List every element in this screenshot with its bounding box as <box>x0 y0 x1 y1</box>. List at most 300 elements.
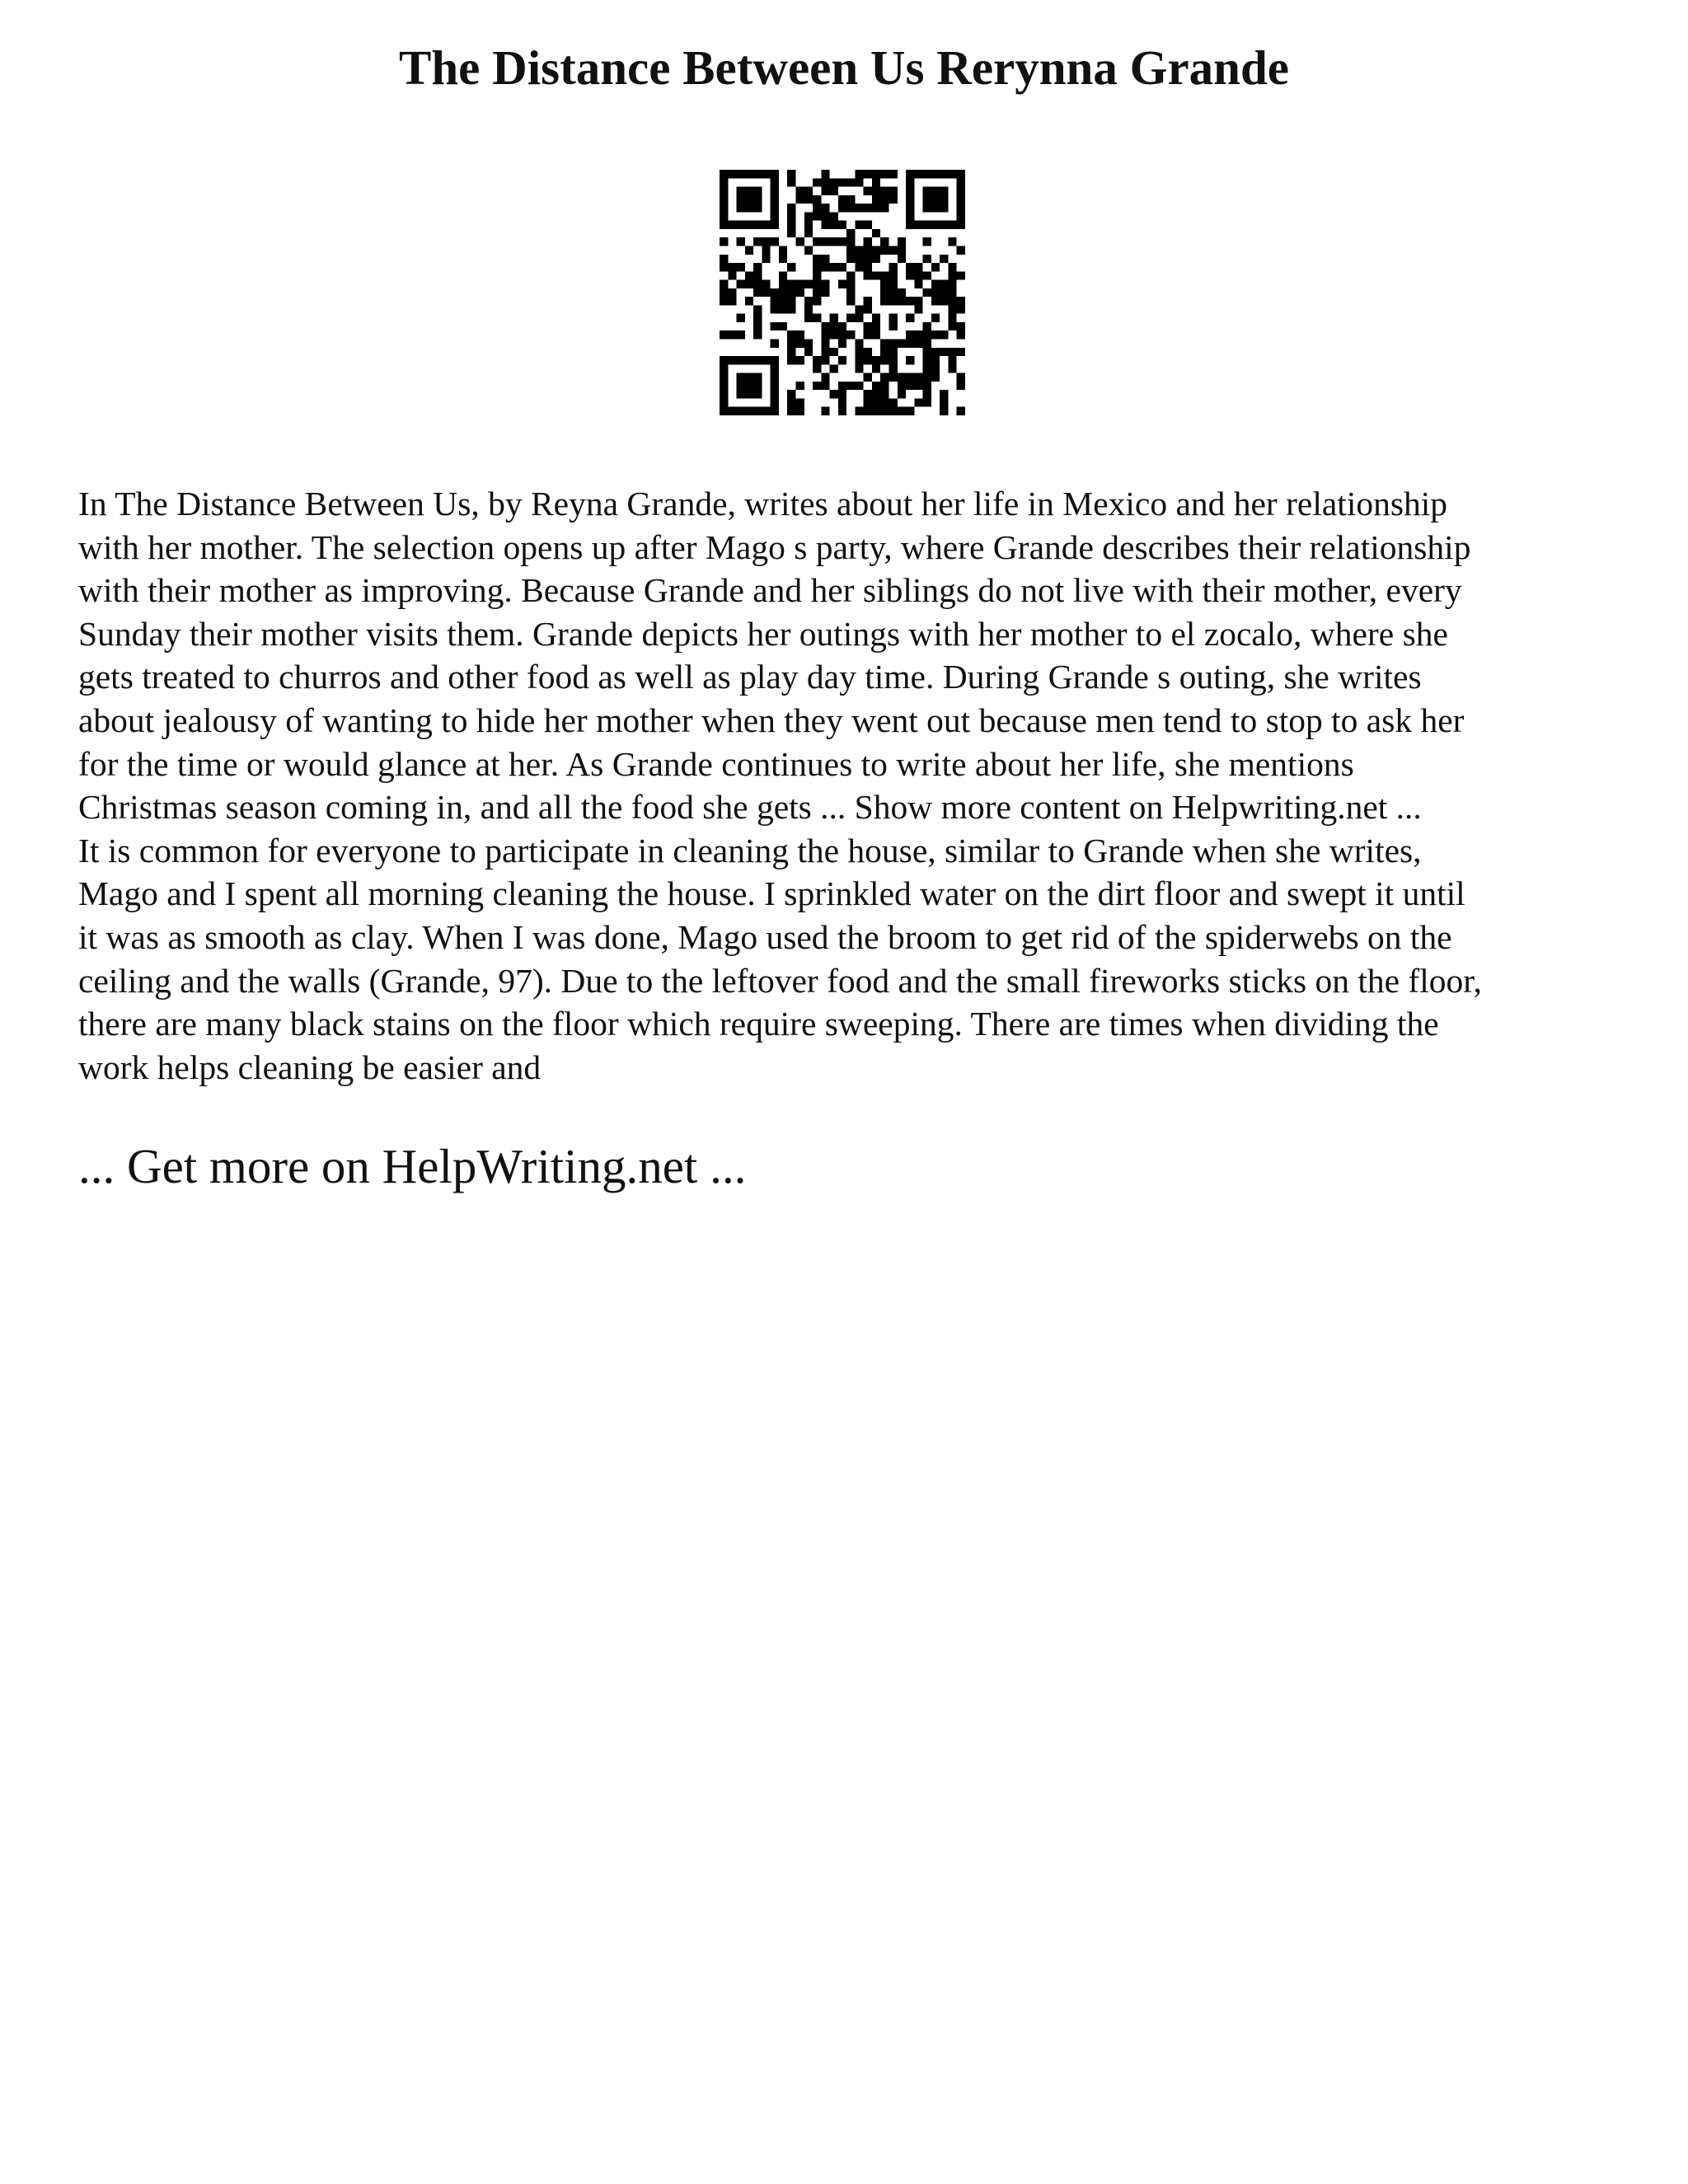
qr-module <box>931 348 940 356</box>
qr-module <box>779 297 787 305</box>
qr-module <box>898 373 906 382</box>
qr-module <box>923 255 931 263</box>
qr-module <box>821 348 829 356</box>
qr-module <box>957 195 965 204</box>
qr-module <box>753 314 762 322</box>
qr-module <box>846 288 855 297</box>
qr-module <box>813 356 821 364</box>
body-line: there are many black stains on the floor which require sweeping. There are times when dividing the <box>78 1005 1439 1043</box>
qr-module <box>940 398 948 406</box>
qr-module <box>872 229 880 237</box>
qr-module <box>948 280 956 288</box>
qr-module <box>787 330 795 339</box>
qr-module <box>787 340 795 348</box>
qr-module <box>804 221 813 229</box>
qr-module <box>771 398 779 406</box>
qr-module <box>855 178 863 186</box>
qr-module <box>720 204 728 212</box>
qr-module <box>838 280 846 288</box>
qr-module <box>838 330 846 339</box>
qr-module <box>830 348 838 356</box>
qr-code-icon[interactable] <box>720 170 965 415</box>
qr-module <box>728 297 736 305</box>
qr-module <box>762 280 770 288</box>
qr-module <box>931 288 940 297</box>
qr-module <box>923 398 931 406</box>
qr-module <box>872 407 880 415</box>
qr-module <box>957 330 965 339</box>
qr-module <box>940 195 948 204</box>
qr-module <box>889 348 898 356</box>
qr-module <box>795 237 804 246</box>
body-line: Christmas season coming in, and all the food she gets ... Show more content on Helpwriting.net ... <box>78 788 1422 827</box>
qr-module <box>753 373 762 382</box>
qr-module <box>957 204 965 212</box>
qr-module <box>737 382 745 390</box>
qr-module <box>906 297 914 305</box>
qr-module <box>889 407 898 415</box>
qr-module <box>855 305 863 313</box>
qr-module <box>771 340 779 348</box>
qr-module <box>737 237 745 246</box>
qr-module <box>898 297 906 305</box>
qr-module <box>745 170 753 178</box>
qr-module <box>864 170 872 178</box>
qr-module <box>889 364 898 373</box>
qr-module <box>906 170 914 178</box>
qr-module <box>931 204 940 212</box>
qr-module <box>855 170 863 178</box>
qr-module <box>914 280 922 288</box>
body-line: Sunday their mother visits them. Grande depicts her outings with her mother to el zocalo, where she <box>78 614 1448 653</box>
qr-module <box>720 288 728 297</box>
qr-module <box>787 348 795 356</box>
qr-module <box>753 195 762 204</box>
qr-module <box>948 221 956 229</box>
qr-module <box>906 356 914 364</box>
qr-module <box>864 271 872 279</box>
qr-module <box>821 330 829 339</box>
qr-module <box>898 288 906 297</box>
qr-module <box>880 340 889 348</box>
qr-module <box>914 330 922 339</box>
qr-module <box>813 237 821 246</box>
qr-module <box>864 246 872 254</box>
qr-module <box>872 246 880 254</box>
qr-module <box>846 237 855 246</box>
qr-module <box>745 187 753 195</box>
qr-module <box>720 382 728 390</box>
qr-module <box>762 407 770 415</box>
qr-module <box>957 178 965 186</box>
qr-module <box>813 280 821 288</box>
qr-module <box>830 237 838 246</box>
qr-module <box>838 178 846 186</box>
qr-module <box>923 373 931 382</box>
qr-module <box>940 390 948 398</box>
qr-module <box>940 280 948 288</box>
qr-module <box>838 382 846 390</box>
body-line: with her mother. The selection opens up after Mago s party, where Grande describes their relationship <box>78 527 1471 566</box>
qr-module <box>762 356 770 364</box>
qr-module <box>838 407 846 415</box>
qr-module <box>795 382 804 390</box>
qr-module <box>830 263 838 271</box>
qr-module <box>906 373 914 382</box>
qr-module <box>889 340 898 348</box>
qr-module <box>957 246 965 254</box>
qr-module <box>846 195 855 204</box>
qr-module <box>889 314 898 322</box>
qr-module <box>914 221 922 229</box>
qr-module <box>864 390 872 398</box>
qr-module <box>737 330 745 339</box>
qr-module <box>821 263 829 271</box>
qr-module <box>855 314 863 322</box>
qr-module <box>813 263 821 271</box>
qr-module <box>898 407 906 415</box>
qr-module <box>787 229 795 237</box>
qr-module <box>787 280 795 288</box>
qr-module <box>821 322 829 330</box>
qr-module <box>940 288 948 297</box>
qr-module <box>880 288 889 297</box>
qr-module <box>762 221 770 229</box>
qr-module <box>753 305 762 313</box>
qr-module <box>720 330 728 339</box>
qr-module <box>720 221 728 229</box>
qr-module <box>720 237 728 246</box>
qr-module <box>787 204 795 212</box>
qr-module <box>855 382 863 390</box>
qr-module <box>906 340 914 348</box>
qr-module <box>872 314 880 322</box>
qr-module <box>745 373 753 382</box>
qr-module <box>745 382 753 390</box>
qr-module <box>804 305 813 313</box>
qr-module <box>728 263 736 271</box>
qr-module <box>787 356 795 364</box>
qr-module <box>720 195 728 204</box>
qr-module <box>957 373 965 382</box>
qr-module <box>779 280 787 288</box>
body-line: about jealousy of wanting to hide her mother when they went out because men tend to stop to ask her <box>78 701 1465 739</box>
body-text <box>78 482 1628 1089</box>
qr-module <box>720 390 728 398</box>
qr-module <box>737 204 745 212</box>
body-line: it was as smooth as clay. When I was done, Mago used the broom to get rid of the spiderwebs on the <box>78 917 1452 956</box>
qr-module <box>821 255 829 263</box>
qr-module <box>914 297 922 305</box>
qr-module <box>795 398 804 406</box>
get-more-link[interactable]: ... Get more on HelpWriting.net ... <box>78 1139 747 1193</box>
qr-module <box>940 255 948 263</box>
qr-module <box>813 255 821 263</box>
qr-module <box>745 195 753 204</box>
qr-module <box>957 221 965 229</box>
qr-module <box>864 330 872 339</box>
qr-module <box>821 280 829 288</box>
qr-module <box>795 356 804 364</box>
qr-module <box>771 187 779 195</box>
qr-module <box>728 271 736 279</box>
qr-module <box>830 314 838 322</box>
qr-module <box>737 407 745 415</box>
qr-module <box>906 330 914 339</box>
qr-module <box>872 398 880 406</box>
qr-module <box>940 221 948 229</box>
qr-module <box>821 221 829 229</box>
qr-module <box>948 237 956 246</box>
qr-module <box>753 237 762 246</box>
qr-module <box>864 204 872 212</box>
qr-module <box>957 382 965 390</box>
qr-module <box>804 340 813 348</box>
qr-module <box>864 305 872 313</box>
qr-module <box>864 398 872 406</box>
qr-module <box>872 255 880 263</box>
qr-module <box>889 322 898 330</box>
qr-module <box>906 382 914 390</box>
qr-module <box>830 390 838 398</box>
qr-module <box>846 280 855 288</box>
qr-module <box>737 314 745 322</box>
qr-module <box>846 382 855 390</box>
qr-module <box>813 271 821 279</box>
qr-module <box>821 382 829 390</box>
qr-module <box>855 204 863 212</box>
qr-module <box>923 288 931 297</box>
qr-module <box>728 170 736 178</box>
qr-module <box>855 221 863 229</box>
qr-module <box>804 348 813 356</box>
qr-module <box>846 204 855 212</box>
qr-module <box>864 187 872 195</box>
qr-module <box>872 382 880 390</box>
qr-module <box>787 212 795 220</box>
qr-module <box>728 407 736 415</box>
qr-module <box>737 221 745 229</box>
qr-module <box>720 398 728 406</box>
qr-module <box>787 170 795 178</box>
qr-module <box>846 178 855 186</box>
qr-module <box>787 398 795 406</box>
qr-module <box>864 263 872 271</box>
qr-module <box>771 288 779 297</box>
qr-module <box>940 348 948 356</box>
qr-module <box>957 322 965 330</box>
qr-module <box>771 204 779 212</box>
qr-module <box>914 263 922 271</box>
qr-module <box>931 364 940 373</box>
qr-module <box>762 246 770 254</box>
qr-module <box>931 373 940 382</box>
qr-module <box>872 322 880 330</box>
qr-module <box>771 237 779 246</box>
qr-module <box>880 373 889 382</box>
qr-module <box>737 195 745 204</box>
qr-module <box>889 398 898 406</box>
qr-module <box>855 255 863 263</box>
qr-module <box>813 195 821 204</box>
qr-module <box>830 221 838 229</box>
qr-module <box>821 212 829 220</box>
qr-module <box>931 221 940 229</box>
qr-module <box>838 356 846 364</box>
qr-module <box>753 288 762 297</box>
qr-module <box>838 263 846 271</box>
qr-module <box>940 187 948 195</box>
qr-module <box>948 322 956 330</box>
qr-module <box>880 195 889 204</box>
qr-module <box>880 297 889 305</box>
qr-module <box>771 322 779 330</box>
qr-module <box>923 330 931 339</box>
qr-module <box>906 187 914 195</box>
qr-module <box>889 280 898 288</box>
qr-module <box>745 297 753 305</box>
qr-module <box>864 297 872 305</box>
qr-module <box>957 305 965 313</box>
qr-module <box>889 356 898 364</box>
qr-module <box>737 280 745 288</box>
qr-module <box>804 314 813 322</box>
qr-module <box>914 373 922 382</box>
qr-module <box>923 340 931 348</box>
qr-module <box>880 170 889 178</box>
qr-module <box>753 271 762 279</box>
qr-module <box>745 246 753 254</box>
qr-module <box>737 187 745 195</box>
qr-module <box>940 407 948 415</box>
qr-module <box>906 212 914 220</box>
qr-module <box>804 246 813 254</box>
qr-module <box>872 187 880 195</box>
qr-module <box>745 390 753 398</box>
body-line: for the time or would glance at her. As Grande continues to write about her life, she mentions <box>78 744 1354 783</box>
qr-module <box>779 305 787 313</box>
qr-module <box>720 170 728 178</box>
qr-module <box>914 340 922 348</box>
qr-module <box>931 187 940 195</box>
qr-module <box>906 221 914 229</box>
qr-module <box>787 407 795 415</box>
qr-module <box>914 170 922 178</box>
qr-module <box>948 271 956 279</box>
qr-module <box>872 195 880 204</box>
qr-module <box>948 263 956 271</box>
qr-module <box>889 170 898 178</box>
qr-module <box>821 356 829 364</box>
qr-module <box>753 330 762 339</box>
qr-module <box>771 212 779 220</box>
qr-module <box>880 407 889 415</box>
body-line: It is common for everyone to participate in cleaning the house, similar to Grande when she writes, <box>78 831 1422 869</box>
qr-module <box>779 288 787 297</box>
qr-module <box>889 246 898 254</box>
qr-module <box>787 178 795 186</box>
qr-module <box>753 407 762 415</box>
qr-module <box>923 348 931 356</box>
qr-module <box>898 390 906 398</box>
qr-module <box>880 382 889 390</box>
qr-module <box>864 221 872 229</box>
qr-code-graphic <box>720 170 965 415</box>
qr-module <box>864 237 872 246</box>
qr-module <box>898 237 906 246</box>
qr-module <box>779 255 787 263</box>
qr-module <box>898 382 906 390</box>
qr-module <box>855 263 863 271</box>
qr-module <box>948 364 956 373</box>
qr-module <box>762 237 770 246</box>
qr-module <box>838 340 846 348</box>
qr-module <box>813 297 821 305</box>
qr-module <box>923 390 931 398</box>
qr-module <box>795 407 804 415</box>
qr-module <box>838 398 846 406</box>
qr-module <box>753 204 762 212</box>
qr-module <box>880 271 889 279</box>
qr-module <box>940 170 948 178</box>
qr-module <box>753 221 762 229</box>
qr-module <box>771 364 779 373</box>
qr-module <box>753 170 762 178</box>
qr-module <box>753 390 762 398</box>
qr-module <box>795 288 804 297</box>
qr-module <box>838 237 846 246</box>
qr-module <box>957 170 965 178</box>
qr-module <box>846 255 855 263</box>
qr-module <box>804 212 813 220</box>
qr-module <box>728 356 736 364</box>
qr-module <box>940 204 948 212</box>
qr-module <box>771 407 779 415</box>
qr-module <box>821 178 829 186</box>
qr-module <box>787 390 795 398</box>
qr-module <box>838 322 846 330</box>
qr-module <box>846 314 855 322</box>
qr-module <box>720 212 728 220</box>
qr-module <box>753 263 762 271</box>
body-line: gets treated to churros and other food as well as play day time. During Grande s outing, she writes <box>78 658 1422 696</box>
qr-module <box>787 297 795 305</box>
qr-module <box>931 356 940 364</box>
qr-module <box>923 170 931 178</box>
qr-module <box>771 382 779 390</box>
qr-module <box>720 255 728 263</box>
qr-module <box>864 322 872 330</box>
qr-module <box>923 322 931 330</box>
qr-module <box>771 305 779 313</box>
qr-module <box>745 356 753 364</box>
qr-module <box>872 364 880 373</box>
qr-module <box>889 288 898 297</box>
qr-module <box>821 288 829 297</box>
qr-module <box>864 255 872 263</box>
qr-module <box>872 178 880 186</box>
qr-module <box>821 237 829 246</box>
qr-module <box>872 330 880 339</box>
qr-module <box>898 246 906 254</box>
qr-module <box>914 398 922 406</box>
qr-module <box>804 280 813 288</box>
qr-module <box>720 373 728 382</box>
qr-module <box>923 204 931 212</box>
qr-module <box>728 288 736 297</box>
qr-module <box>787 221 795 229</box>
qr-module <box>830 187 838 195</box>
